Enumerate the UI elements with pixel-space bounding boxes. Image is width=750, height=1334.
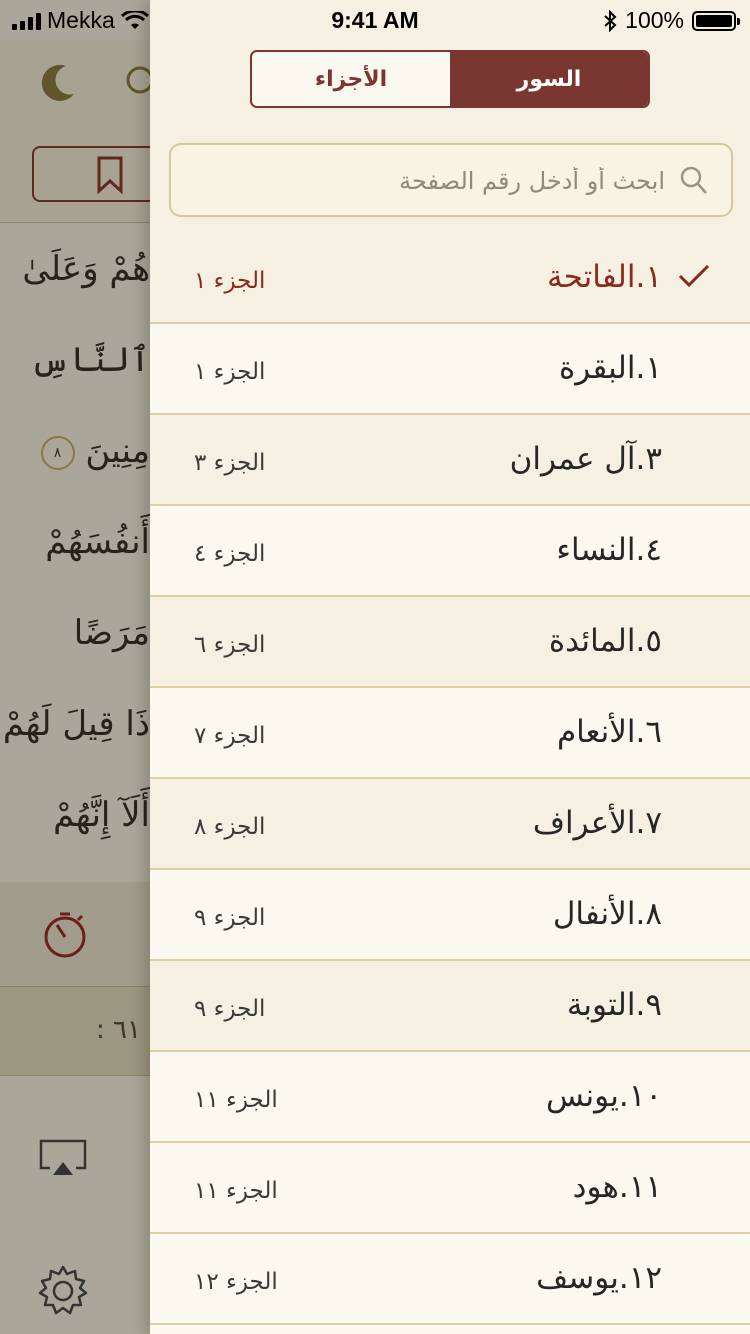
surah-juz: الجزء ٩ bbox=[194, 996, 266, 1022]
verse-line: مَرَضًا bbox=[73, 613, 150, 653]
verse-line: أَنفُسَهُمْ bbox=[45, 522, 150, 562]
surah-row-al-fatiha[interactable] bbox=[150, 233, 750, 324]
surah-name: ٦.الأنعام bbox=[556, 714, 662, 750]
surah-row-al-anfal[interactable] bbox=[150, 870, 750, 961]
surah-name: ٤.النساء bbox=[556, 532, 662, 568]
surah-index-drawer bbox=[150, 0, 750, 1334]
surah-juz: الجزء ٤ bbox=[194, 541, 266, 567]
status-right bbox=[603, 7, 736, 34]
surah-row-at-tawbah[interactable] bbox=[150, 961, 750, 1052]
surah-name: ٩.التوبة bbox=[566, 987, 662, 1023]
surah-row-al-maidah[interactable] bbox=[150, 597, 750, 688]
verse-line: أَلَآ إِنَّهُمْ bbox=[53, 795, 150, 835]
dim-overlay[interactable] bbox=[0, 0, 150, 1334]
ayah-number-marker: ٨ bbox=[41, 436, 75, 470]
surah-juz: الجزء ١١ bbox=[194, 1178, 278, 1204]
surah-juz: الجزء ٧ bbox=[194, 723, 266, 749]
surah-row-al-anam[interactable] bbox=[150, 688, 750, 779]
surah-name: ٥.المائدة bbox=[548, 623, 662, 659]
surah-juz: الجزء ١ bbox=[194, 268, 266, 294]
surah-name: ١.البقرة bbox=[559, 350, 662, 386]
surah-row-al-araf[interactable] bbox=[150, 779, 750, 870]
tab-surahs[interactable]: السور bbox=[450, 52, 648, 106]
search-input[interactable] bbox=[185, 145, 667, 217]
verse-line: هُمْ وَعَلَىٰ bbox=[22, 249, 150, 289]
surah-name: ١.الفاتحة bbox=[547, 259, 662, 295]
verse-text: مِنِينَ bbox=[85, 431, 150, 471]
bluetooth-icon bbox=[603, 10, 617, 32]
carrier-name: Mekka bbox=[47, 7, 115, 33]
surah-juz: الجزء ٦ bbox=[194, 632, 266, 658]
surah-juz: الجزء ١١ bbox=[194, 1087, 278, 1113]
search-bar bbox=[150, 127, 750, 235]
surah-name: ١٢.يوسف bbox=[536, 1260, 662, 1296]
surah-juz: الجزء ١ bbox=[194, 359, 266, 385]
page-number: ٦١ : bbox=[96, 1015, 141, 1045]
surah-row-yusuf[interactable] bbox=[150, 1234, 750, 1325]
surah-name: ١١.هود bbox=[572, 1169, 662, 1205]
search-icon bbox=[679, 165, 709, 197]
verse-line: ٱلنَّاسِ bbox=[30, 340, 150, 380]
tab-juz[interactable]: الأجزاء bbox=[314, 66, 388, 92]
surah-name: ١٠.يونس bbox=[546, 1078, 662, 1114]
checkmark-icon bbox=[678, 263, 710, 289]
surah-row-al-baqarah[interactable] bbox=[150, 324, 750, 415]
search-field bbox=[169, 143, 733, 217]
surah-juz: الجزء ٣ bbox=[194, 450, 266, 476]
surah-juz: الجزء ٩ bbox=[194, 905, 266, 931]
surah-row-hud[interactable] bbox=[150, 1143, 750, 1234]
surah-row-al-imran[interactable] bbox=[150, 415, 750, 506]
surah-name: ٣.آل عمران bbox=[509, 441, 662, 477]
index-segmented-control bbox=[250, 50, 650, 108]
verse-line: ذَا قِيلَ لَهُمْ bbox=[2, 704, 150, 744]
surah-row-an-nisa[interactable] bbox=[150, 506, 750, 597]
surah-name: ٧.الأعراف bbox=[532, 805, 662, 841]
battery-percent: 100% bbox=[625, 7, 684, 33]
surah-juz: الجزء ١٢ bbox=[194, 1269, 278, 1295]
surah-list bbox=[150, 233, 750, 1325]
surah-row-yunus[interactable] bbox=[150, 1052, 750, 1143]
status-bar bbox=[0, 0, 750, 40]
surah-name: ٨.الأنفال bbox=[552, 896, 662, 932]
status-time: 9:41 AM bbox=[331, 7, 419, 33]
surah-juz: الجزء ٨ bbox=[194, 814, 266, 840]
battery-icon bbox=[692, 11, 736, 31]
